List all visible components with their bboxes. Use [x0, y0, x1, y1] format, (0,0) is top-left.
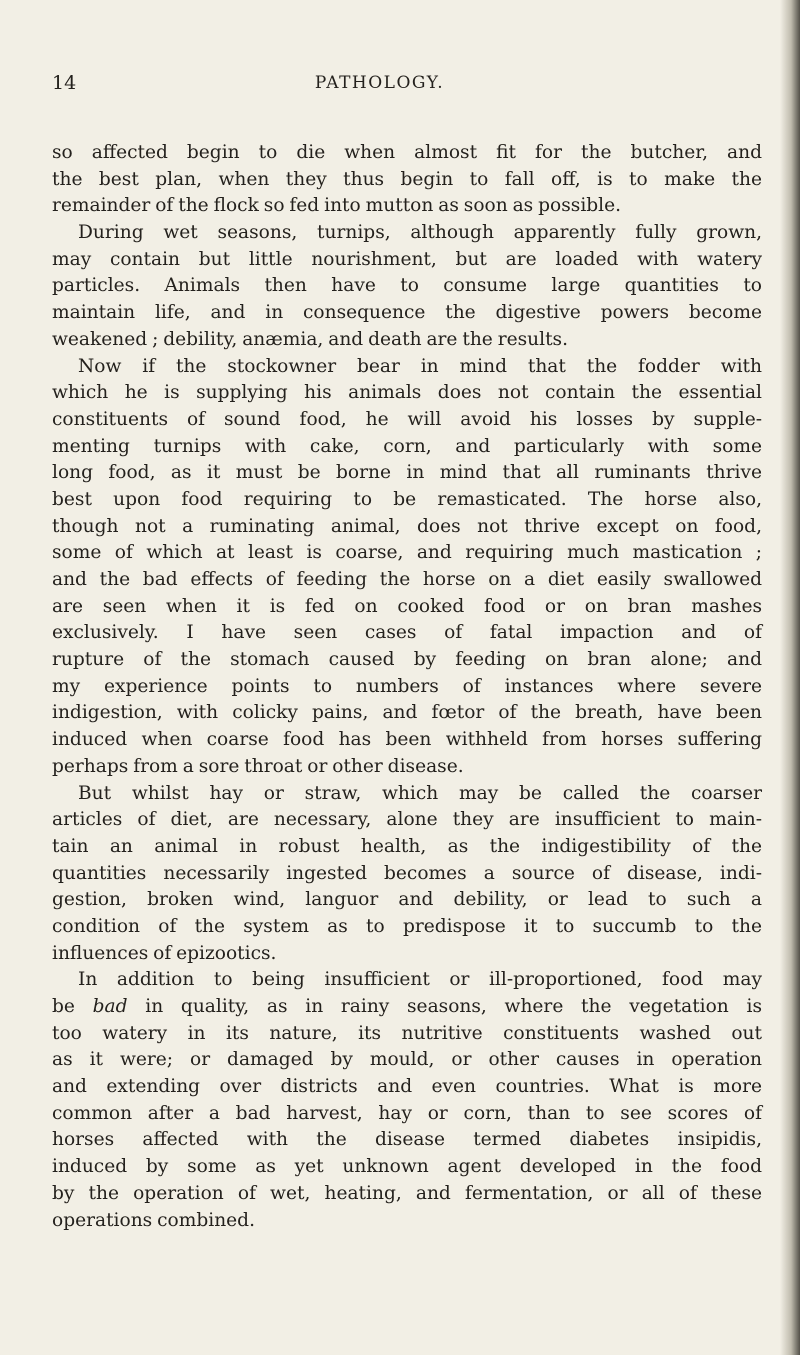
- text-line-with-italic: [52, 994, 762, 1021]
- text-line: indigestion, with colicky pains, and fœtor of the breath, have been: [52, 702, 762, 724]
- text-line: and the bad effects of feeding the horse on a diet easily swallowed: [52, 569, 762, 590]
- text-line: my experience points to numbers of instances where severe: [52, 675, 762, 697]
- running-title: PATHOLOGY.: [314, 73, 445, 93]
- text-line: quantities necessarily ingested becomes a source of disease, indi-: [52, 862, 762, 884]
- text-line: operations combined.: [52, 1209, 255, 1231]
- text-line: horses affected with the disease termed diabetes insipidis,: [52, 1129, 762, 1151]
- text-line: exclusively. I have seen cases of fatal impaction and of: [52, 622, 762, 644]
- text-line: weakened ; debility, anæmia, and death are the results.: [52, 328, 568, 350]
- text-line: common after a bad harvest, hay or corn, than to see scores of: [52, 1102, 762, 1124]
- text-line: and extending over districts and even countries. What is more: [52, 1076, 762, 1098]
- text-line: particles. Animals then have to consume large quantities to: [52, 275, 762, 297]
- page-number: 14: [52, 72, 77, 94]
- page-edge-shadow: [780, 0, 800, 1355]
- text-line: too watery in its nature, its nutritive constituents washed out: [52, 1022, 762, 1044]
- paragraph-4: [52, 781, 762, 968]
- text-line: perhaps from a sore throat or other disease.: [52, 755, 464, 777]
- text-line: condition of the system as to predispose it to succumb to the: [52, 915, 762, 937]
- text-line: so affected begin to die when almost fit for the butcher, and: [52, 142, 762, 163]
- text-line: long food, as it must be borne in mind that all ruminants thrive: [52, 462, 762, 484]
- paragraph-3: [52, 354, 762, 781]
- running-head: [52, 67, 707, 99]
- text-line: menting turnips with cake, corn, and particularly with some: [52, 435, 762, 457]
- text-fragment: be: [52, 996, 75, 1017]
- text-line: by the operation of wet, heating, and fermentation, or all of these: [52, 1182, 762, 1204]
- text-line: gestion, broken wind, languor and debility, or lead to such a: [52, 889, 762, 911]
- text-line: which he is supplying his animals does not contain the essential: [52, 382, 762, 404]
- text-line: are seen when it is fed on cooked food or on bran mashes: [52, 595, 762, 617]
- text-line: induced by some as yet unknown agent developed in the food: [52, 1156, 762, 1178]
- text-line: maintain life, and in consequence the digestive powers become: [52, 302, 762, 324]
- text-line: articles of diet, are necessary, alone they are insufficient to main-: [52, 809, 762, 831]
- paragraph-5: [52, 967, 762, 1234]
- text-line: induced when coarse food has been withheld from horses suffering: [52, 729, 762, 751]
- text-line: Now if the stockowner bear in mind that the fodder with: [78, 355, 762, 377]
- text-line: In addition to being insufficient or ill-proportioned, food may: [78, 969, 762, 991]
- text-line: rupture of the stomach caused by feeding on bran alone; and: [52, 649, 762, 671]
- text-fragment: in quality, as in rainy seasons, where the vegetation is: [127, 996, 762, 1017]
- paragraph-1: [52, 140, 762, 220]
- text-line: During wet seasons, turnips, although apparently fully grown,: [78, 222, 762, 244]
- body-text: [52, 140, 762, 1234]
- text-line: But whilst hay or straw, which may be called the coarser: [78, 782, 762, 804]
- italic-word: bad: [92, 996, 128, 1017]
- text-line: may contain but little nourishment, but are loaded with watery: [52, 248, 762, 270]
- text-line: best upon food requiring to be remasticated. The horse also,: [52, 488, 762, 510]
- text-line: tain an animal in robust health, as the indigestibility of the: [52, 835, 762, 857]
- text-line: influences of epizootics.: [52, 942, 277, 964]
- text-line: constituents of sound food, he will avoid his losses by supple-: [52, 408, 762, 430]
- text-line: though not a ruminating animal, does not thrive except on food,: [52, 515, 762, 537]
- text-line: as it were; or damaged by mould, or other causes in operation: [52, 1049, 762, 1071]
- paragraph-2: [52, 220, 762, 353]
- text-line: some of which at least is coarse, and requiring much mastication ;: [52, 542, 762, 564]
- text-line: the best plan, when they thus begin to fall off, is to make the: [52, 168, 762, 190]
- text-line: remainder of the flock so fed into mutton as soon as possible.: [52, 195, 622, 217]
